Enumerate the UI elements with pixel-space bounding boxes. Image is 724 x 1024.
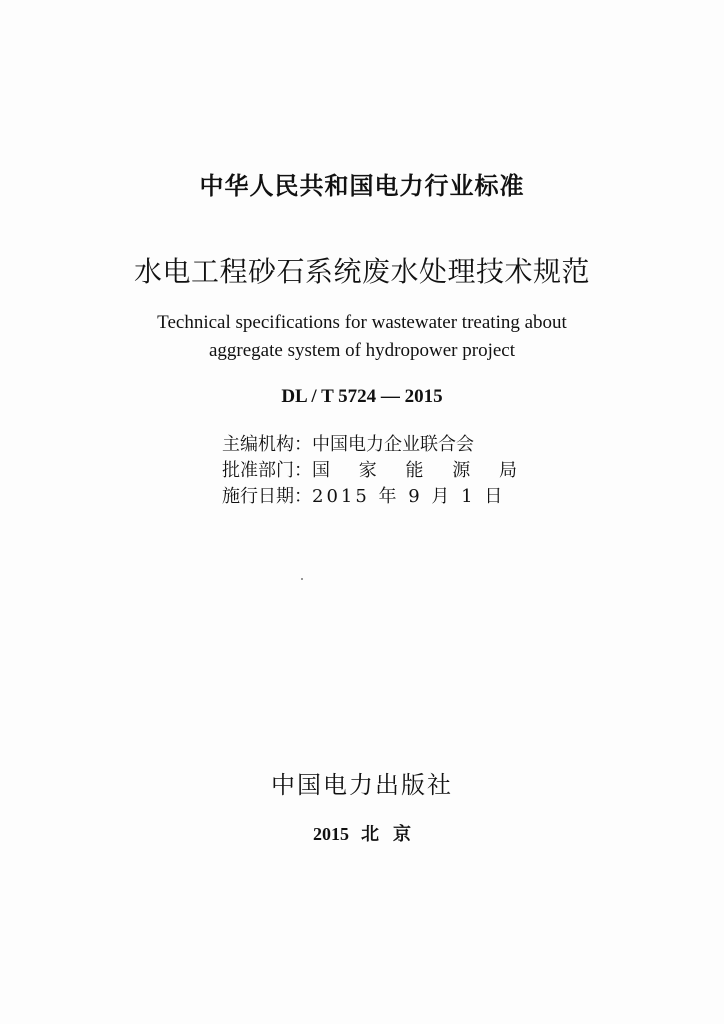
english-title-line-1: Technical specifications for wastewater treating about (157, 312, 567, 333)
industry-standard-heading: 中华人民共和国电力行业标准 (199, 172, 525, 200)
chinese-title: 水电工程砂石系统废水处理技术规范 (133, 255, 590, 288)
publication-year: 2015 (313, 824, 349, 844)
editor-label: 主编机构： (222, 434, 312, 455)
publication-city (361, 824, 411, 844)
speck-mark (301, 578, 303, 580)
english-title (0, 309, 724, 365)
effective-date-row (222, 484, 517, 510)
effective-date-value: 2015 年 9 月 1 日 (312, 486, 506, 507)
city-char: 北 (361, 824, 379, 844)
approver-label: 批准部门： (222, 460, 312, 481)
standard-code: DL / T 5724 — 2015 (281, 386, 443, 407)
approver-char: 局 (498, 460, 517, 481)
approver-char: 家 (358, 460, 377, 481)
approver-char: 源 (452, 460, 471, 481)
approver-char: 能 (405, 460, 424, 481)
approver-row (222, 458, 517, 484)
editor-value: 中国电力企业联合会 (312, 434, 474, 455)
publisher-name: 中国电力出版社 (271, 771, 453, 799)
approver-value (312, 458, 517, 484)
approver-char: 国 (312, 460, 330, 481)
effective-date-label: 施行日期： (222, 486, 312, 507)
standard-metadata (222, 432, 517, 510)
english-title-line-2: aggregate system of hydropower project (208, 340, 515, 361)
publication-place (0, 820, 724, 846)
editor-row (222, 432, 517, 458)
city-char: 京 (393, 824, 411, 844)
